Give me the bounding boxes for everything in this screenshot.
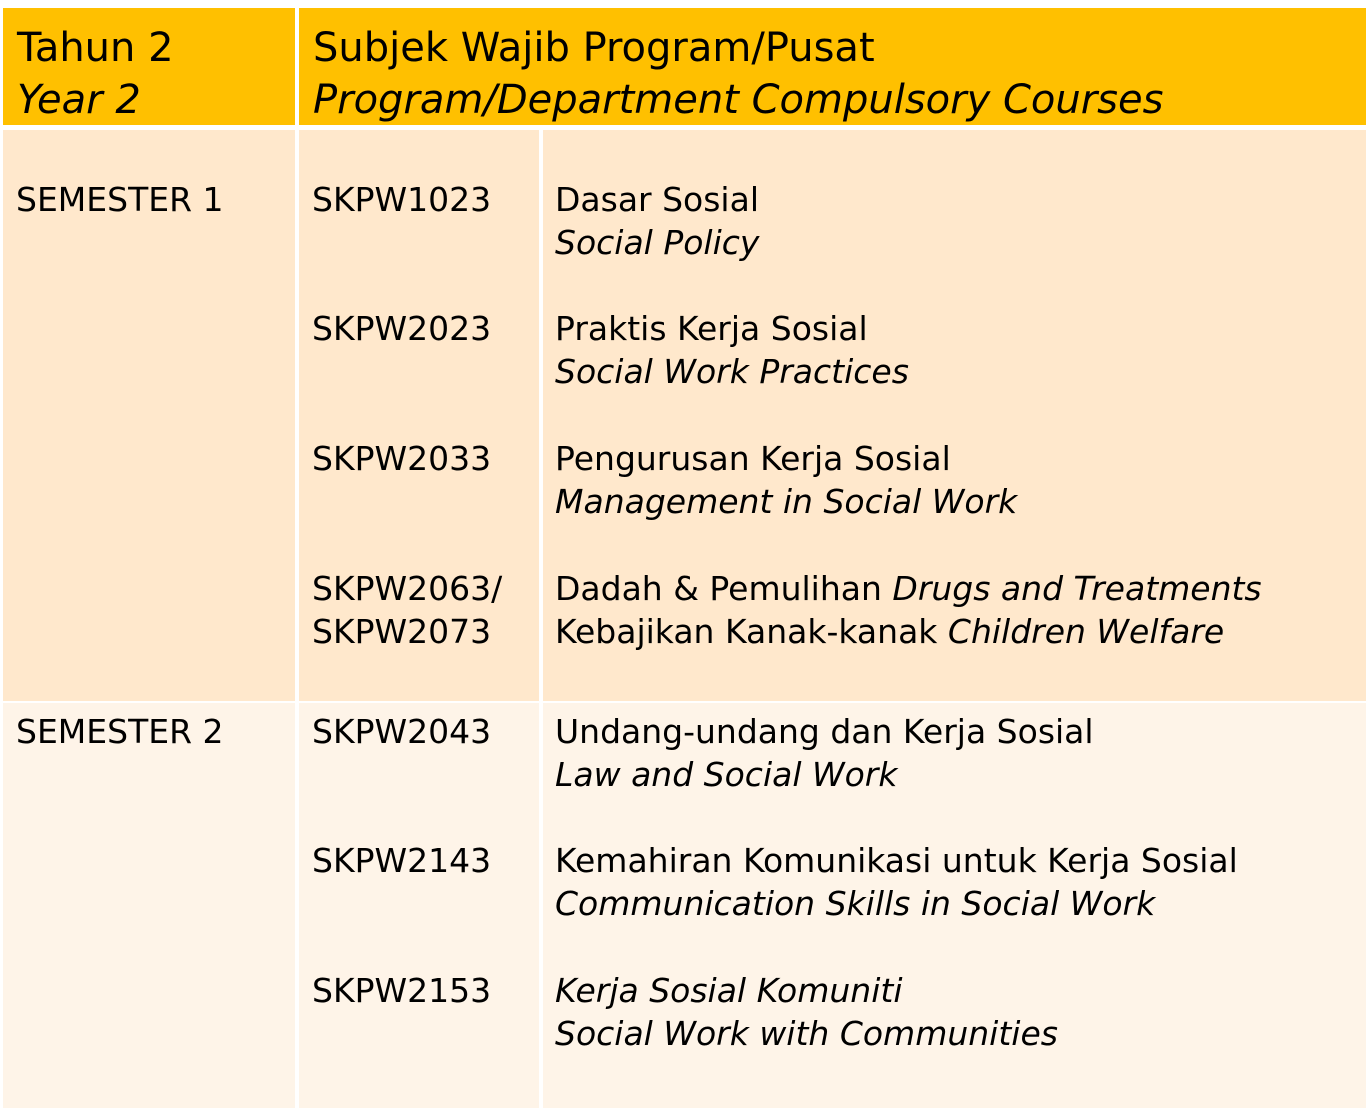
course-name-ms: Kerja Sosial Komuniti [555, 971, 903, 1010]
header-year-cell [3, 8, 295, 125]
course-line1-ms: Dadah & Pemulihan [555, 569, 882, 608]
header-subject-en: Program/Department Compulsory Courses [313, 77, 1164, 123]
course-code: SKPW2023 [312, 309, 492, 348]
course-name-en: Social Work Practices [555, 352, 909, 391]
semester2-label-cell [3, 703, 295, 1108]
course-code: SKPW2043 [312, 712, 492, 751]
semester2-code-cell [299, 703, 539, 1108]
header-year-en: Year 2 [17, 77, 141, 123]
semester1-label-cell [3, 130, 295, 701]
course-name-ms: Dasar Sosial [555, 180, 759, 219]
header-subject-cell [299, 8, 1366, 125]
course-name-ms: Pengurusan Kerja Sosial [555, 439, 951, 478]
course-code: SKPW2063/ [312, 569, 503, 608]
course-line2 [555, 610, 1224, 653]
course-code: SKPW2033 [312, 439, 492, 478]
course-code-secondary: SKPW2073 [312, 612, 492, 651]
course-line2-ms: Kebajikan Kanak-kanak [555, 612, 938, 651]
course-code: SKPW1023 [312, 180, 492, 219]
course-name-en: Communication Skills in Social Work [555, 884, 1156, 923]
course-name-ms: Kemahiran Komunikasi untuk Kerja Sosial [555, 841, 1238, 880]
course-name-ms: Undang-undang dan Kerja Sosial [555, 712, 1094, 751]
semester1-name-cell [543, 130, 1366, 701]
course-code: SKPW2153 [312, 971, 492, 1010]
course-name-ms: Praktis Kerja Sosial [555, 309, 868, 348]
semester1-code-cell [299, 130, 539, 701]
course-name-en: Management in Social Work [555, 482, 1018, 521]
course-line1-en: Drugs and Treatments [892, 569, 1262, 608]
semester2-name-cell [543, 703, 1366, 1108]
course-code: SKPW2143 [312, 841, 492, 880]
course-line2-en: Children Welfare [947, 612, 1225, 651]
course-name-en: Social Policy [555, 223, 760, 262]
semester1-label: SEMESTER 1 [16, 180, 224, 219]
header-subject-ms: Subjek Wajib Program/Pusat [313, 25, 875, 71]
course-name-en: Law and Social Work [555, 755, 898, 794]
header-year-ms: Tahun 2 [17, 25, 174, 71]
semester2-label: SEMESTER 2 [16, 712, 224, 751]
course-name-en: Social Work with Communities [555, 1014, 1058, 1053]
course-line1 [555, 567, 1262, 610]
